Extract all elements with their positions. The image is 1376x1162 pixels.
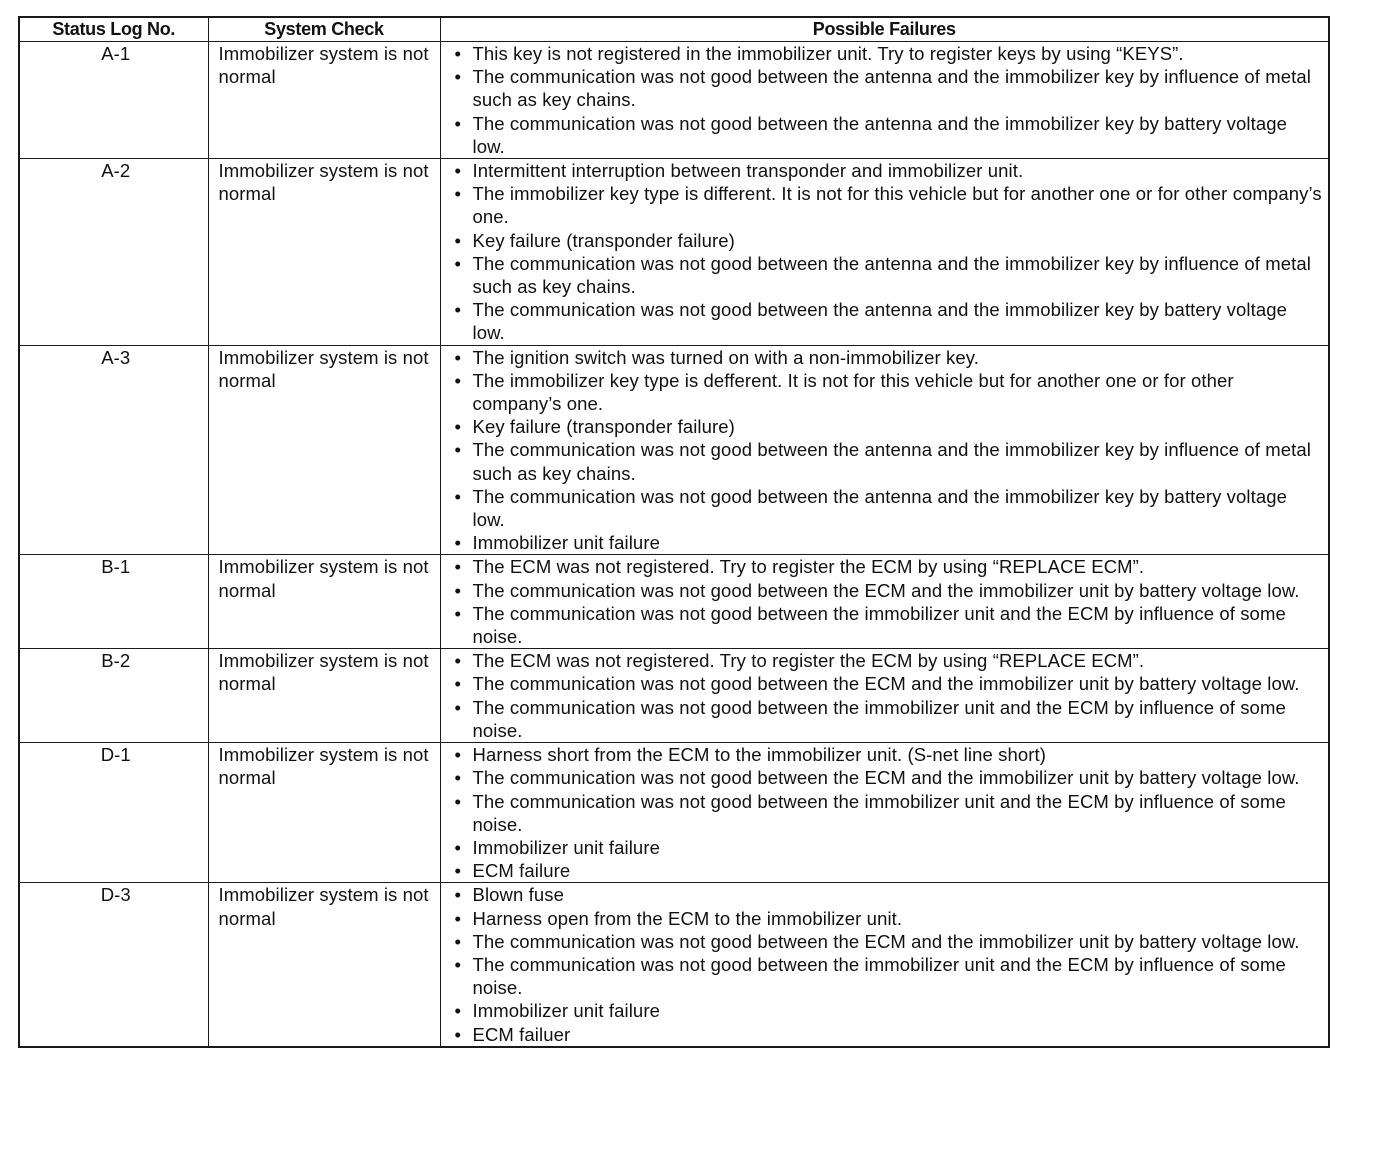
bullet-icon: • [454,112,462,134]
failure-item [453,346,1323,369]
table-row [19,159,1329,346]
status-log-table-container [18,16,1328,1048]
failure-text: The communication was not good between the ECM and the immobilizer unit by battery voltage low. [472,673,1300,695]
bullet-icon: • [454,252,462,274]
failure-text: The communication was not good between the antenna and the immobilizer key by influence of metal such as key chains. [472,439,1311,484]
failure-item [453,229,1323,252]
bullet-icon: • [454,183,462,205]
failure-text: The communication was not good between the antenna and the immobilizer key by influence of metal such as key chains. [472,252,1311,298]
bullet-icon: • [454,160,462,182]
failure-text: Key failure (transponder failure) [472,229,735,251]
failure-item [453,579,1323,602]
failure-item [453,159,1323,182]
possible-failures-cell [440,743,1329,883]
failure-item [453,415,1323,438]
status-log-no-cell: B-1 [19,555,208,649]
bullet-icon: • [454,744,462,766]
failure-item [453,859,1323,882]
system-check-cell: Immobilizer system is not normal [208,743,440,883]
failure-text: Immobilizer unit failure [472,532,660,554]
bullet-icon: • [454,346,462,368]
header-possible-failures: Possible Failures [440,17,1329,42]
bullet-icon: • [454,556,462,578]
failure-item [453,438,1323,484]
failure-text: This key is not registered in the immobilizer unit. Try to register keys by using “KEYS”. [472,43,1184,64]
table-row [19,555,1329,649]
failure-list [453,159,1323,345]
possible-failures-cell [440,42,1329,159]
failure-text: The communication was not good between the antenna and the immobilizer key by battery voltage low. [472,485,1288,531]
failure-item [453,65,1323,111]
failure-item [453,602,1323,648]
failure-text: The immobilizer key type is defferent. It is not for this vehicle but for another one or for other company’s one. [472,369,1234,415]
failure-item [453,485,1323,531]
bullet-icon: • [454,66,462,88]
status-log-no-cell: B-2 [19,649,208,743]
bullet-icon: • [454,884,462,906]
failure-text: ECM failure [472,860,571,882]
failure-item [453,930,1323,953]
failure-item [453,182,1323,228]
failure-text: The communication was not good between the ECM and the immobilizer unit by battery voltage low. [472,579,1300,601]
failure-item [453,298,1323,344]
failure-item [453,112,1323,158]
failure-text: Immobilizer unit failure [472,836,660,858]
failure-text: The immobilizer key type is different. It is not for this vehicle but for another one or for other company’s one. [472,183,1322,228]
failure-text: ECM failuer [472,1023,571,1045]
failure-text: The ECM was not registered. Try to register the ECM by using “REPLACE ECM”. [472,650,1145,672]
bullet-icon: • [454,229,462,251]
failure-text: The communication was not good between the immobilizer unit and the ECM by influence of some noise. [472,790,1286,835]
system-check-cell: Immobilizer system is not normal [208,345,440,555]
status-log-no-cell: A-3 [19,345,208,555]
status-log-no-cell: A-1 [19,42,208,159]
failure-item [453,531,1323,554]
bullet-icon: • [454,1023,462,1045]
bullet-icon: • [454,673,462,695]
table-header-row [19,17,1329,42]
possible-failures-cell [440,555,1329,649]
system-check-cell: Immobilizer system is not normal [208,555,440,649]
failure-list [453,555,1323,648]
bullet-icon: • [454,532,462,554]
failure-item [453,907,1323,930]
failure-list [453,743,1323,882]
bullet-icon: • [454,439,462,461]
failure-text: Key failure (transponder failure) [472,416,735,438]
table-row [19,743,1329,883]
failure-text: Harness short from the ECM to the immobilizer unit. (S-net line short) [472,744,1046,766]
bullet-icon: • [454,369,462,391]
failure-list [453,883,1323,1045]
possible-failures-cell [440,883,1329,1047]
failure-item [453,649,1323,672]
status-log-no-cell: D-3 [19,883,208,1047]
status-log-no-cell: D-1 [19,743,208,883]
bullet-icon: • [454,790,462,812]
failure-text: The communication was not good between the immobilizer unit and the ECM by influence of some noise. [472,696,1286,741]
failure-item [453,743,1323,766]
bullet-icon: • [454,485,462,507]
bullet-icon: • [454,953,462,975]
bullet-icon: • [454,767,462,789]
bullet-icon: • [454,696,462,718]
failure-text: The communication was not good between the ECM and the immobilizer unit by battery voltage low. [472,930,1300,952]
failure-item [453,790,1323,836]
bullet-icon: • [454,907,462,929]
failure-text: Immobilizer unit failure [472,1000,660,1022]
failure-item [453,42,1323,65]
header-system-check: System Check [208,17,440,42]
failure-list [453,42,1323,158]
system-check-cell: Immobilizer system is not normal [208,159,440,346]
bullet-icon: • [454,299,462,321]
system-check-cell: Immobilizer system is not normal [208,649,440,743]
header-status-log-no: Status Log No. [19,17,208,42]
possible-failures-cell [440,649,1329,743]
bullet-icon: • [454,836,462,858]
failure-text: Blown fuse [472,884,564,906]
failure-text: Harness open from the ECM to the immobilizer unit. [472,907,903,929]
possible-failures-cell [440,159,1329,346]
failure-text: Intermittent interruption between transponder and immobilizer unit. [472,160,1024,182]
table-row [19,42,1329,159]
failure-item [453,836,1323,859]
bullet-icon: • [454,602,462,624]
failure-item [453,696,1323,742]
failure-item [453,1023,1323,1046]
failure-list [453,649,1323,742]
status-log-no-cell: A-2 [19,159,208,346]
system-check-cell: Immobilizer system is not normal [208,883,440,1047]
failure-item [453,999,1323,1022]
failure-text: The ECM was not registered. Try to register the ECM by using “REPLACE ECM”. [472,556,1145,578]
table-row [19,649,1329,743]
failure-item [453,953,1323,999]
table-row [19,345,1329,555]
failure-item [453,766,1323,789]
failure-item [453,883,1323,906]
possible-failures-cell [440,345,1329,555]
bullet-icon: • [454,579,462,601]
bullet-icon: • [454,860,462,882]
failure-item [453,672,1323,695]
failure-text: The communication was not good between the immobilizer unit and the ECM by influence of some noise. [472,602,1286,648]
bullet-icon: • [454,43,462,64]
failure-text: The communication was not good between the antenna and the immobilizer key by battery voltage low. [472,299,1288,344]
bullet-icon: • [454,650,462,672]
failure-item [453,369,1323,415]
failure-text: The ignition switch was turned on with a non-immobilizer key. [472,346,980,368]
failure-item [453,555,1323,578]
bullet-icon: • [454,930,462,952]
failure-text: The communication was not good between the ECM and the immobilizer unit by battery voltage low. [472,767,1300,789]
failure-text: The communication was not good between the immobilizer unit and the ECM by influence of some noise. [472,953,1286,999]
table-row [19,883,1329,1047]
failure-text: The communication was not good between the antenna and the immobilizer key by battery voltage low. [472,112,1288,157]
bullet-icon: • [454,416,462,438]
failure-list [453,346,1323,555]
system-check-cell: Immobilizer system is not normal [208,42,440,159]
failure-item [453,252,1323,298]
failure-text: The communication was not good between the antenna and the immobilizer key by influence of metal such as key chains. [472,66,1311,111]
status-log-table [18,16,1330,1048]
table-body [19,42,1329,1047]
bullet-icon: • [454,1000,462,1022]
